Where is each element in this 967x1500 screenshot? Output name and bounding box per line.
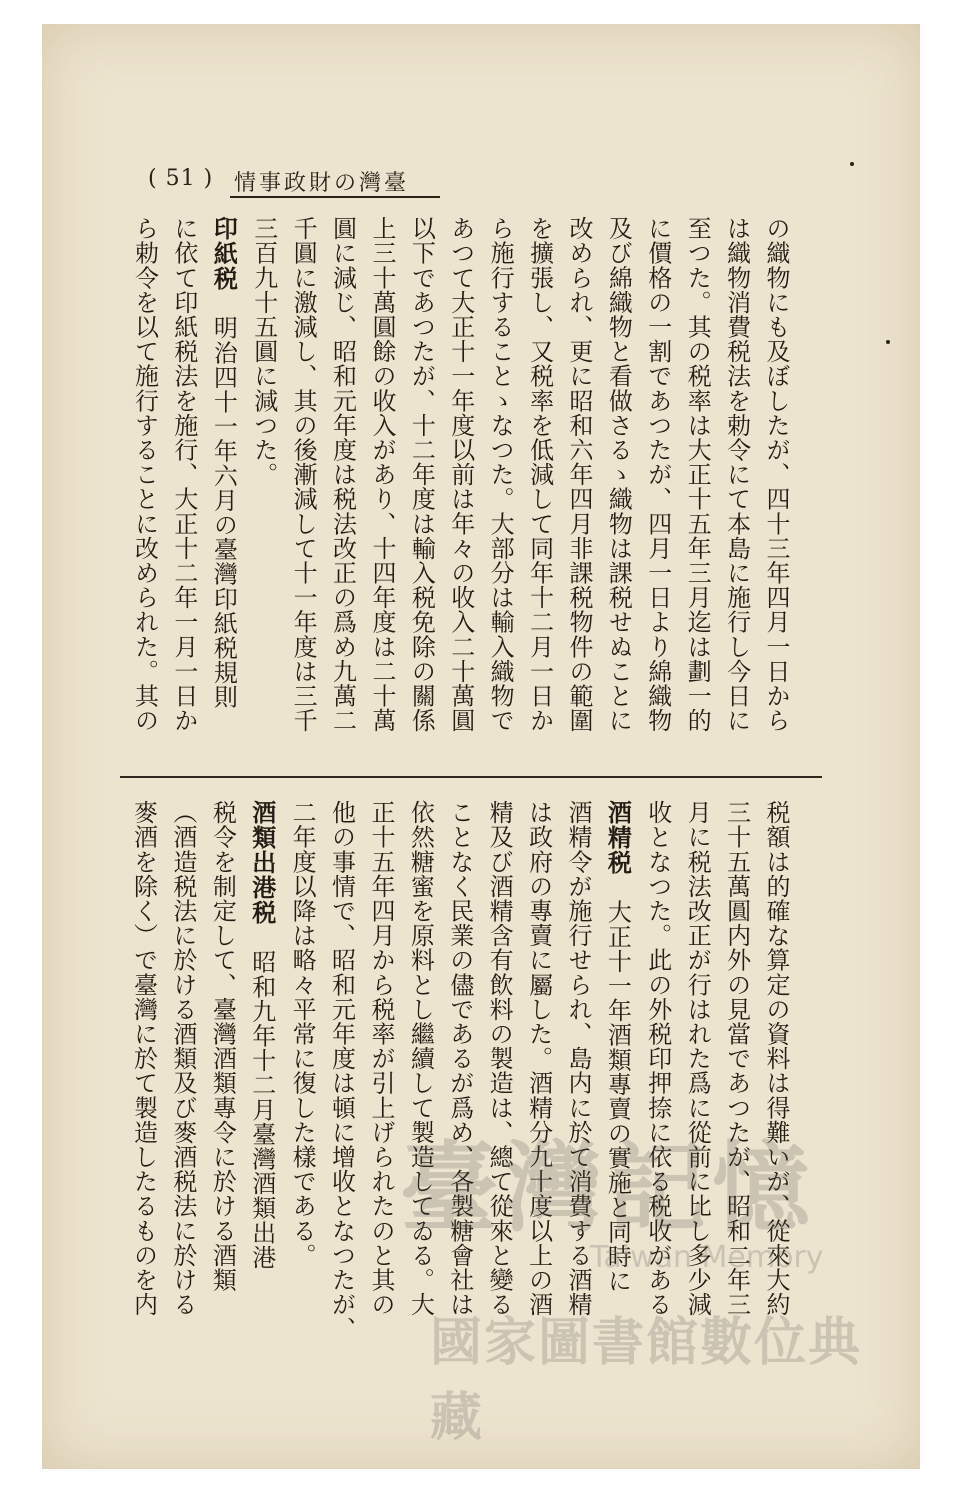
watermark-sub: 國家圖書館數位典藏 (430, 1313, 863, 1448)
text-column: 三十五萬圓内外の見當であつたが、昭和二年三 (722, 800, 751, 1317)
text-column: 麥酒を除く）で臺灣に於て製造したるものを内 (129, 800, 158, 1317)
text-column: を擴張し、又税率を低減して同年十二月一日か (525, 216, 554, 733)
text-column: 收となつた。此の外税印押捺に依る税收がある (643, 800, 672, 1317)
text-column: 他の事情で、昭和元年度は頓に增收となつたが、 (327, 800, 356, 1342)
text-column: ら施行することゝなつた。大部分は輸入織物で (486, 216, 515, 733)
text-column (203, 216, 243, 766)
bottom-text-block (125, 800, 795, 1360)
text-column: 月に税法改正が行はれた爲に從前に比し多少減 (683, 800, 712, 1317)
text-column: に價格の一割であつたが、四月一日より綿織物 (643, 216, 672, 733)
ink-speck (886, 340, 890, 344)
top-text-block (125, 216, 795, 766)
text-column: 改められ、更に昭和六年四月非課税物件の範圍 (564, 216, 593, 733)
running-title: 臺灣の財政事情 (234, 171, 410, 196)
text-column: 依然糖蜜を原料とし繼續して製造してゐる。大 (406, 800, 435, 1317)
section-heading: 印紙税 (209, 216, 239, 291)
text-column: の織物にも及ぼしたが、四十三年四月一日から (762, 216, 790, 733)
section-text: 明治四十一年六月の臺灣印紙税規則 (209, 291, 238, 710)
text-column: あつて大正十一年度以前は年々の收入二十萬圓 (446, 216, 475, 733)
text-column: ら勅令を以て施行することに改められた。其の (130, 216, 159, 733)
text-column: ことなく民業の儘であるが爲め、各製糖會社は (445, 800, 474, 1317)
section-text: 昭和九年十二月臺灣酒類出港 (247, 925, 276, 1270)
text-column: 圓に減じ、昭和元年度は税法改正の爲め九萬二 (328, 216, 357, 733)
text-column: に依て印紙税法を施行、大正十二年一月一日か (169, 216, 198, 733)
page-number: ( 51 ) (148, 166, 214, 191)
watermark-english: Taiwan Memory (590, 1240, 824, 1275)
text-column: 及び綿織物と看做さるゝ織物は課税せぬことに (604, 216, 633, 733)
text-column (597, 800, 637, 1360)
text-column: 以下であつたが、十二年度は輸入税免除の關係 (407, 216, 436, 733)
text-column: は織物消費税法を勅令にて本島に施行し今日に (722, 216, 751, 733)
text-column: 税令を制定して、臺灣酒類專令に於ける酒類 (208, 800, 237, 1292)
section-text: 大正十一年酒類專賣の實施と同時に (603, 875, 632, 1294)
text-column: 正十五年四月から税率が引上げられたのと其の (366, 800, 395, 1317)
section-heading: 酒精税 (603, 800, 633, 875)
text-column: は政府の專賣に屬した。酒精分九十度以上の酒 (524, 800, 553, 1317)
header-rule (230, 196, 440, 198)
text-column: 千圓に激減し、其の後漸減して十一年度は三千 (289, 216, 318, 733)
text-column: 二年度以降は略々平常に復した樣である。 (288, 800, 317, 1268)
section-heading: 酒類出港税 (247, 800, 277, 925)
text-column: 税額は的確な算定の資料は得難いが、從來大約 (762, 800, 790, 1317)
section-divider (120, 776, 822, 778)
text-column: 上三十萬圓餘の收入があり、十四年度は二十萬 (367, 216, 396, 733)
text-column: 酒精令が施行せられ、島内に於て消費する酒精 (563, 800, 592, 1317)
text-column (241, 800, 281, 1360)
text-column: （酒造税法に於ける酒類及び麥酒税法に於ける (168, 800, 197, 1317)
watermark-main: 臺灣記憶 (400, 1132, 817, 1246)
ink-speck (850, 162, 854, 166)
text-column: 精及び酒精含有飲料の製造は、總て從來と變る (485, 800, 514, 1317)
page-header (148, 160, 448, 200)
text-column: 三百九十五圓に減つた。 (249, 216, 278, 487)
text-column: 至つた。其の税率は大正十五年三月迄は劃一的 (683, 216, 712, 733)
